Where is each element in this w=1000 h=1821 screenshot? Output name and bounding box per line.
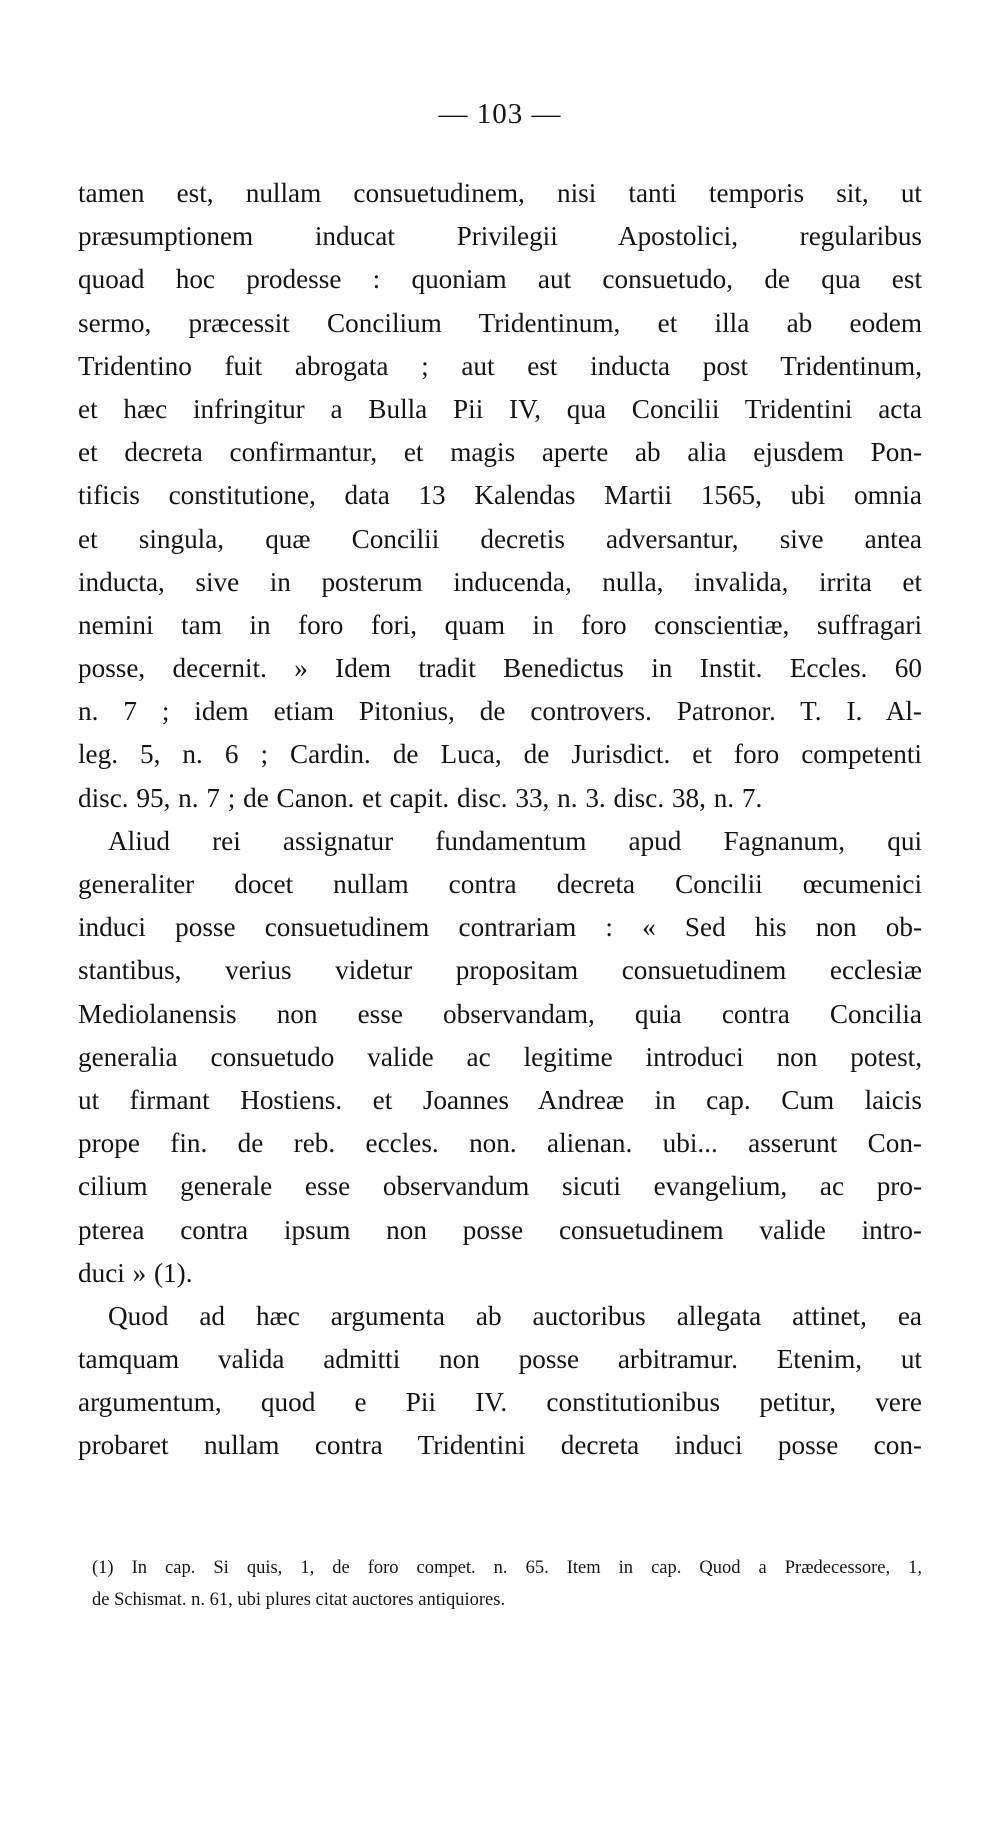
text-line: et decreta confirmantur, et magis aperte ab alia ejusdem Pon- xyxy=(78,437,922,468)
text-line: tificis constitutione, data 13 Kalendas Martii 1565, ubi omnia xyxy=(78,480,922,511)
text-line: stantibus, verius videtur propositam consuetudinem ecclesiæ xyxy=(78,955,922,986)
text-line: et singula, quæ Concilii decretis adversantur, sive antea xyxy=(78,523,922,554)
text-line: Aliud rei assignatur fundamentum apud Fagnanum, qui xyxy=(108,825,922,856)
text-line: cilium generale esse observandum sicuti evangelium, ac pro- xyxy=(78,1171,922,1202)
text-line: sermo, præcessit Concilium Tridentinum, et illa ab eodem xyxy=(78,307,922,338)
text-line: probaret nullam contra Tridentini decreta induci posse con- xyxy=(78,1430,922,1461)
text-line: n. 7 ; idem etiam Pitonius, de controvers. Patronor. T. I. Al- xyxy=(78,696,922,727)
text-line: Tridentino fuit abrogata ; aut est inducta post Tridentinum, xyxy=(78,350,922,381)
footnote-line: de Schismat. n. 61, ubi plures citat auctores antiquiores. xyxy=(92,1590,506,1610)
text-line: induci posse consuetudinem contrariam : « Sed his non ob- xyxy=(78,912,922,943)
page-number: — 103 — xyxy=(438,98,562,130)
text-line: inducta, sive in posterum inducenda, nulla, invalida, irrita et xyxy=(78,566,922,597)
text-line: pterea contra ipsum non posse consuetudinem valide intro- xyxy=(78,1214,922,1245)
text-line: duci » (1). xyxy=(78,1257,193,1288)
text-line: generalia consuetudo valide ac legitime introduci non potest, xyxy=(78,1041,922,1072)
text-line: quoad hoc prodesse : quoniam aut consuetudo, de qua est xyxy=(78,264,922,295)
text-line: et hæc infringitur a Bulla Pii IV, qua Concilii Tridentini acta xyxy=(78,393,922,424)
text-line: Quod ad hæc argumenta ab auctoribus allegata attinet, ea xyxy=(108,1300,922,1331)
text-line: ut firmant Hostiens. et Joannes Andreæ in cap. Cum laicis xyxy=(78,1084,922,1115)
footnote-line: (1) In cap. Si quis, 1, de foro compet. n. 65. Item in cap. Quod a Prædecessore, 1, xyxy=(92,1558,922,1578)
text-line: prope fin. de reb. eccles. non. alienan. ubi... asserunt Con- xyxy=(78,1128,922,1159)
footnotes xyxy=(92,1552,922,1616)
text-line: tamen est, nullam consuetudinem, nisi tanti temporis sit, ut xyxy=(78,178,922,208)
text-line: tamquam valida admitti non posse arbitramur. Etenim, ut xyxy=(78,1344,922,1375)
text-line: disc. 95, n. 7 ; de Canon. et capit. disc. 33, n. 3. disc. 38, n. 7. xyxy=(78,782,763,813)
text-line: posse, decernit. » Idem tradit Benedictus in Instit. Eccles. 60 xyxy=(78,653,922,684)
text-line: præsumptionem inducat Privilegii Apostolici, regularibus xyxy=(78,221,922,252)
text-line: argumentum, quod e Pii IV. constitutionibus petitur, vere xyxy=(78,1387,922,1418)
text-line: leg. 5, n. 6 ; Cardin. de Luca, de Jurisdict. et foro competenti xyxy=(78,739,922,770)
text-line: generaliter docet nullam contra decreta Concilii œcumenici xyxy=(78,869,922,899)
body-text xyxy=(78,172,922,1468)
text-line: nemini tam in foro fori, quam in foro conscientiæ, suffragari xyxy=(78,609,922,640)
text-line: Mediolanensis non esse observandam, quia contra Concilia xyxy=(78,998,922,1029)
